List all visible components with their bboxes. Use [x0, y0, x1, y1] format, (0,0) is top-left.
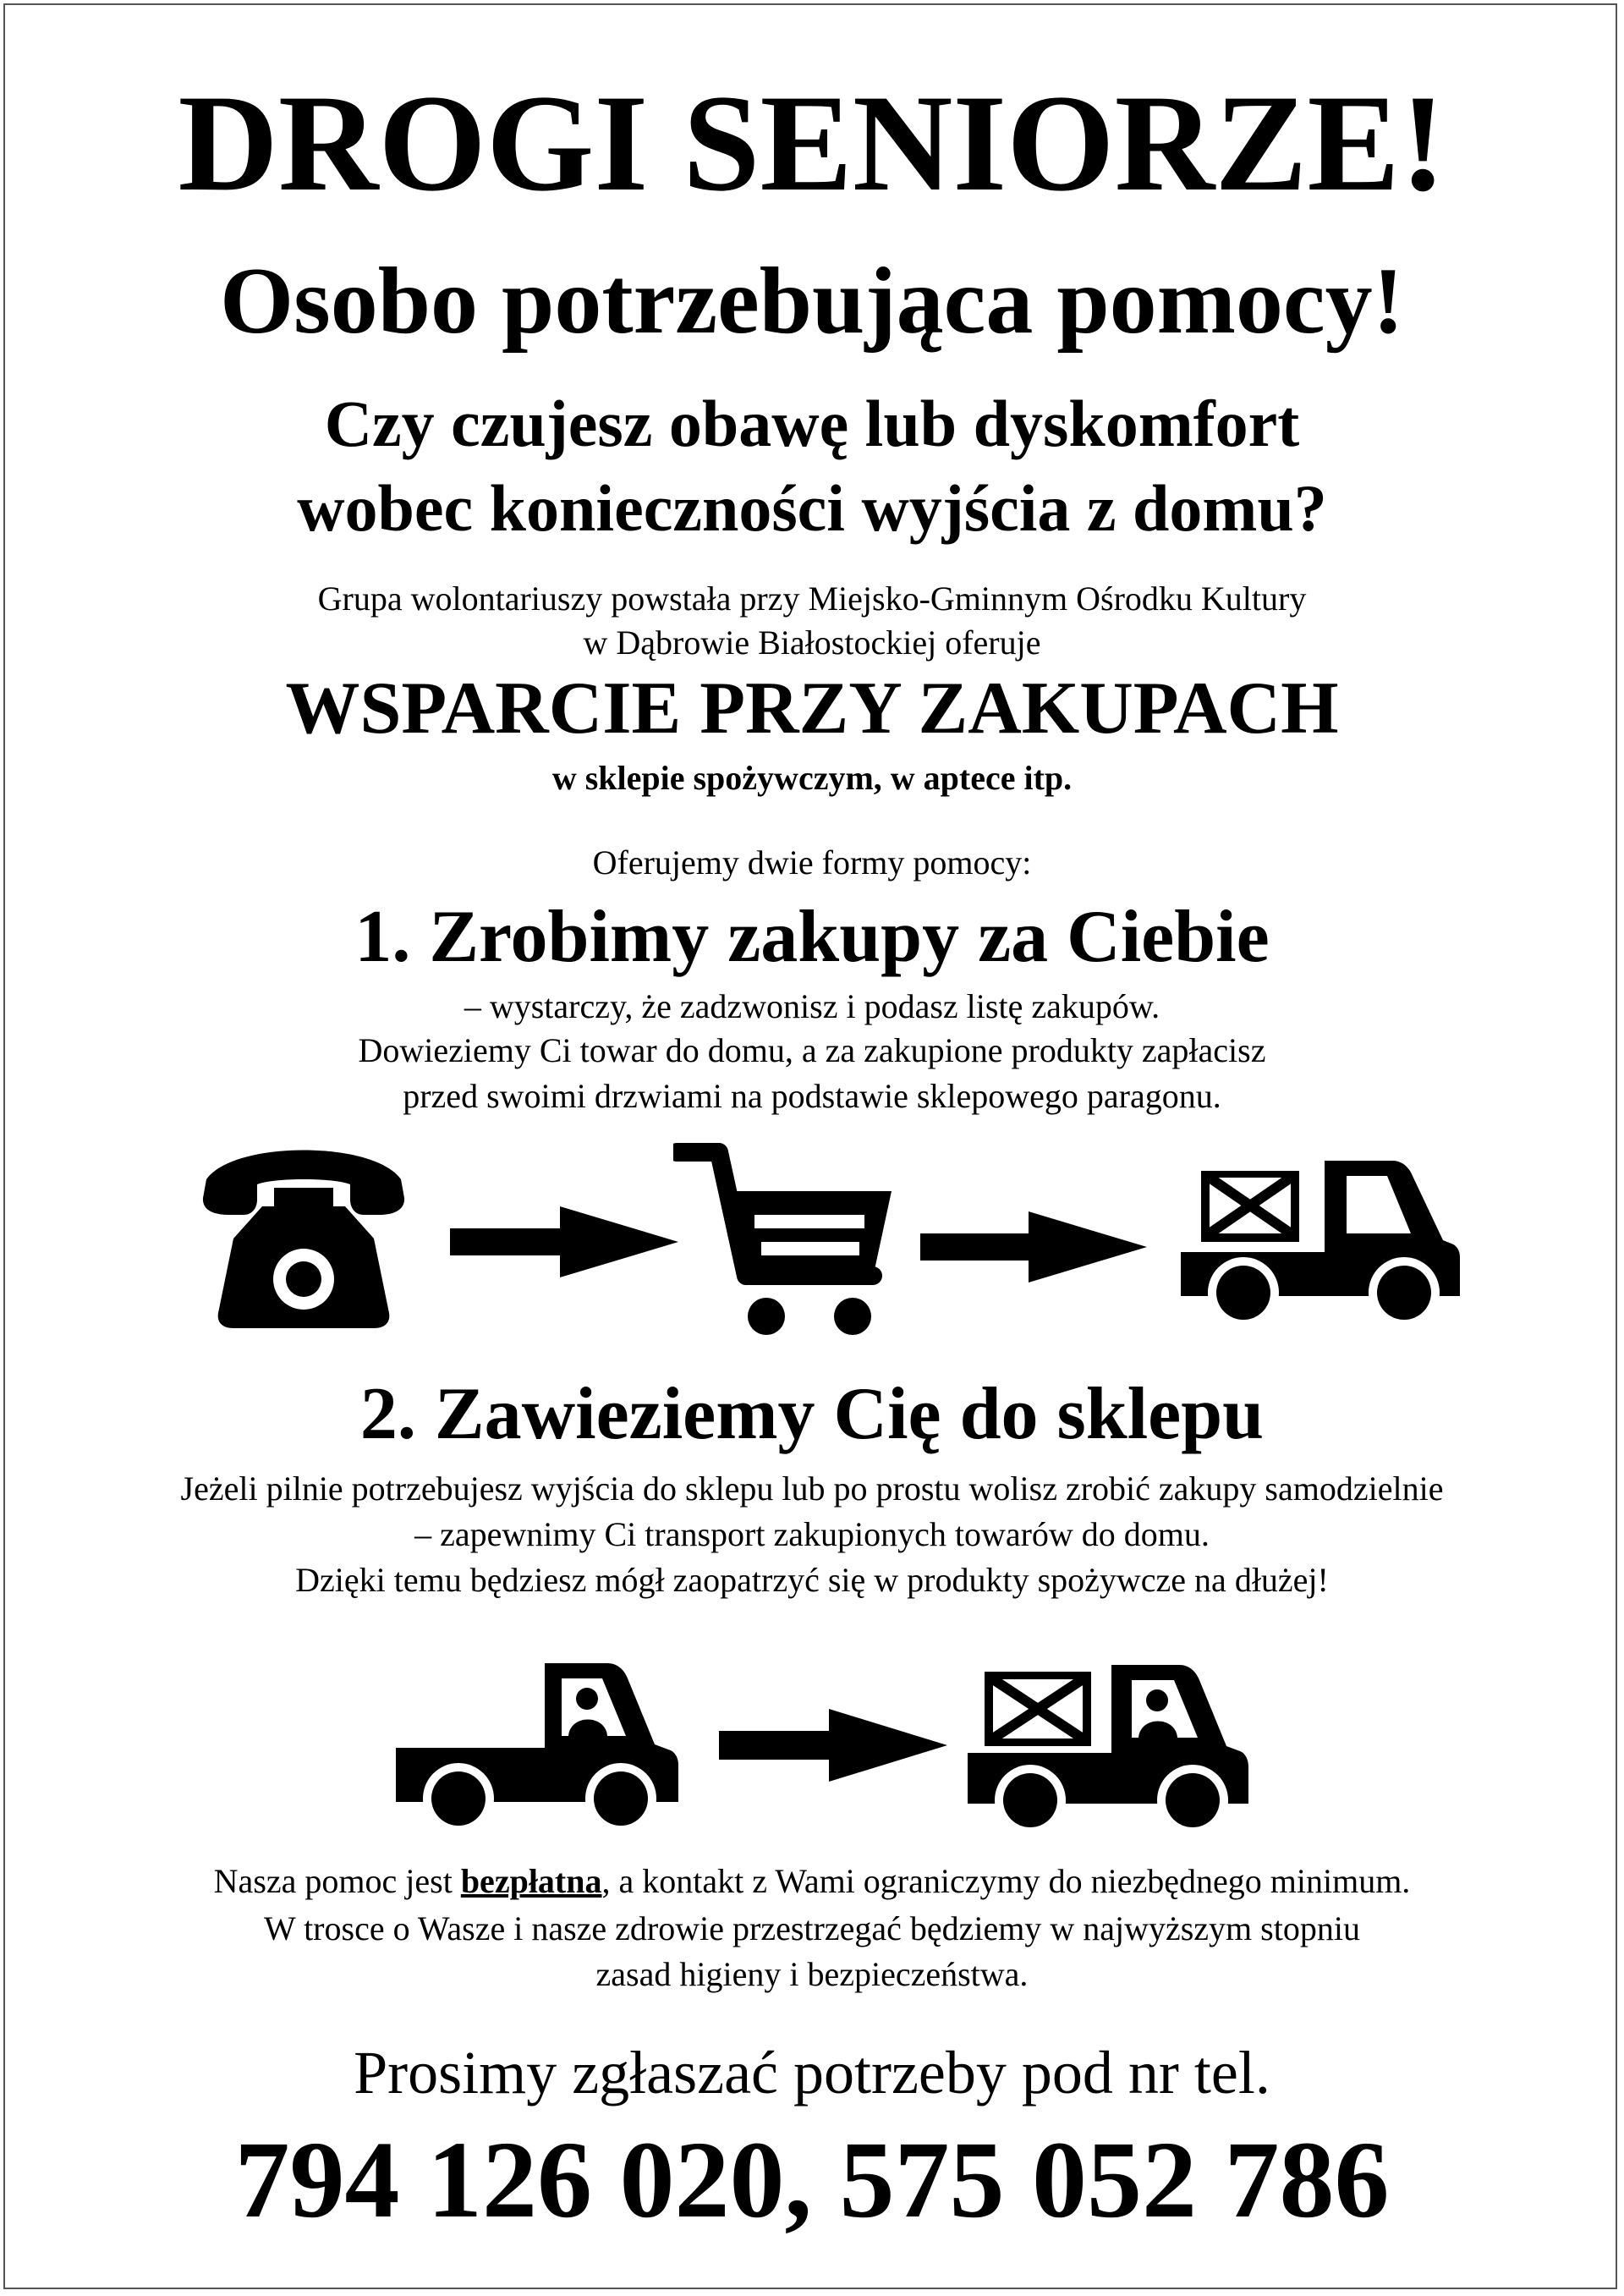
- notice-text-pre: Nasza pomoc jest: [213, 1862, 461, 1900]
- shopping-cart-icon: [673, 1142, 897, 1338]
- option1-heading: 1. Zrobimy zakupy za Ciebie: [354, 896, 1270, 978]
- free-of-charge-emphasis: bezpłatna: [460, 1862, 602, 1900]
- arrow-right-icon: [719, 1709, 947, 1782]
- arrow-right-icon: [450, 1206, 678, 1277]
- notice-line-3: zasad higieny i bezpieczeństwa.: [595, 1955, 1029, 1993]
- support-subline: w sklepie spożywczym, w aptece itp.: [551, 759, 1073, 797]
- notice-text-post: , a kontakt z Wami ograniczymy do niezbędnego minimum.: [601, 1862, 1411, 1900]
- loaded-truck-icon: [968, 1663, 1248, 1837]
- option2-line-1: Jeżeli pilnie potrzebujesz wyjścia do sklepu lub po prostu wolisz zrobić zakupy samodzielnie: [180, 1469, 1444, 1508]
- intro-line-2: w Dąbrowie Białostockiej oferuje: [583, 623, 1041, 662]
- poster-title: DROGI SENIORZE!: [178, 67, 1446, 220]
- notice-line-1: [0, 1862, 1624, 1900]
- forms-intro: Oferujemy dwie formy pomocy:: [592, 843, 1032, 882]
- telephone-icon: [200, 1144, 408, 1330]
- arrow-right-icon: [920, 1211, 1147, 1283]
- question-line-1: Czy czujesz obawę lub dyskomfort: [324, 387, 1300, 460]
- option2-heading: 2. Zawieziemy Cię do sklepu: [359, 1373, 1265, 1455]
- contact-prompt: Prosimy zgłaszać potrzeby pod nr tel.: [354, 2039, 1270, 2106]
- option1-line-2: Dowieziemy Ci towar do domu, a za zakupione produkty zapłacisz: [358, 1031, 1266, 1069]
- intro-line-1: Grupa wolontariuszy powstała przy Miejsko-Gminnym Ośrodku Kultury: [317, 579, 1307, 618]
- option2-line-3: Dzięki temu będziesz mógł zaopatrzyć się w produkty spożywcze na dłużej!: [295, 1561, 1329, 1599]
- phone-numbers: 794 126 020, 575 052 786: [234, 2119, 1390, 2241]
- notice-line-2: W trosce o Wasze i nasze zdrowie przestrzegać będziemy w najwyższym stopniu: [264, 1909, 1360, 1947]
- option1-line-1: – wystarczy, że zadzwonisz i podasz listę zakupów.: [464, 987, 1160, 1025]
- option2-line-2: – zapewnimy Ci transport zakupionych towarów do domu.: [414, 1515, 1210, 1553]
- poster-subtitle: Osobo potrzebująca pomocy!: [220, 249, 1404, 354]
- option1-line-3: przed swoimi drzwiami na podstawie sklepowego paragonu.: [403, 1077, 1221, 1115]
- pickup-truck-icon: [396, 1660, 678, 1834]
- support-headline: WSPARCIE PRZY ZAKUPACH: [285, 667, 1339, 750]
- delivery-truck-icon: [1181, 1152, 1460, 1328]
- question-line-2: wobec konieczności wyjścia z domu?: [297, 471, 1327, 545]
